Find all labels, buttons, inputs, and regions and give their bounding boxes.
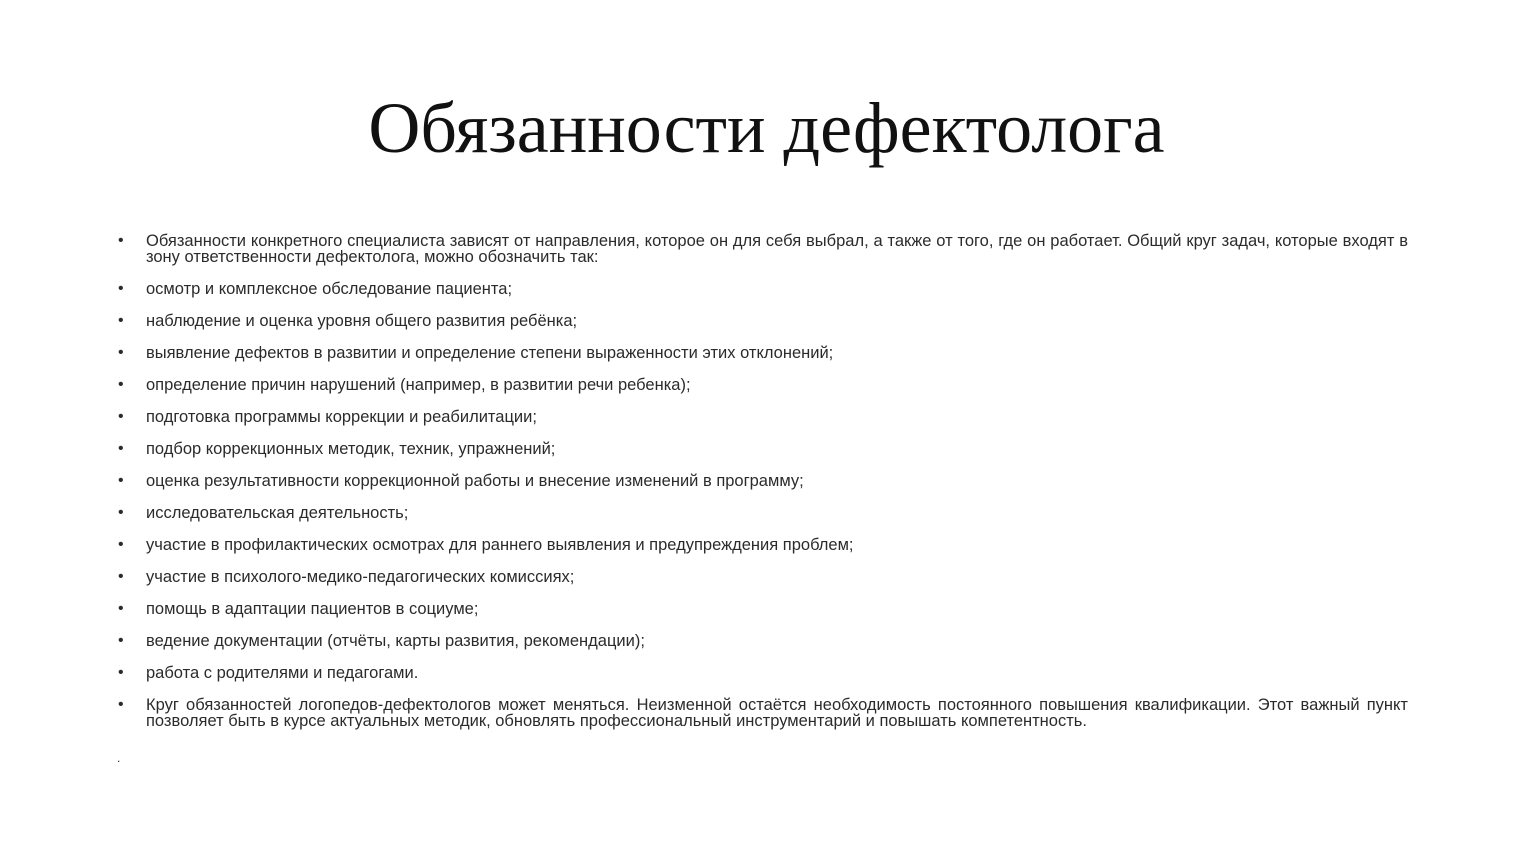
list-item-text: Круг обязанностей логопедов-дефектологов может меняться. Неизменной остаётся необходимость постоянного повышения квалификации. Этот важный пункт позволяет быть в курсе актуальных методик, обновлять профессиональный инструментарий и повышать компетентность. — [146, 696, 1408, 730]
list-item — [118, 601, 1408, 617]
list-item — [118, 233, 1408, 265]
list-item — [118, 313, 1408, 329]
bullet-icon: • — [118, 344, 124, 361]
list-item — [118, 441, 1408, 457]
list-item — [118, 409, 1408, 425]
list-item — [118, 345, 1408, 361]
bullet-icon: • — [118, 408, 124, 425]
bullet-icon: • — [118, 376, 124, 393]
list-item — [118, 281, 1408, 297]
bullet-icon: • — [118, 504, 124, 521]
list-item — [118, 505, 1408, 521]
list-item-text: участие в психолого-медико-педагогических комиссиях; — [146, 568, 575, 586]
list-item-text: подготовка программы коррекции и реабилитации; — [146, 408, 537, 426]
list-item — [118, 665, 1408, 681]
bullet-icon: • — [118, 568, 124, 585]
list-item-text: наблюдение и оценка уровня общего развития ребёнка; — [146, 312, 578, 330]
bullet-icon: • — [118, 440, 124, 457]
bullet-icon: • — [118, 664, 124, 681]
list-item-text: ведение документации (отчёты, карты развития, рекомендации); — [146, 632, 645, 650]
list-item-text: подбор коррекционных методик, техник, упражнений; — [146, 440, 556, 458]
list-item-text: Обязанности конкретного специалиста зависят от направления, которое он для себя выбрал, а также от того, где он работает. Общий круг задач, которые входят в зону ответственности дефектолога, можно обозначить так: — [146, 232, 1408, 266]
list-item-text: исследовательская деятельность; — [146, 504, 409, 522]
bullet-icon: • — [118, 472, 124, 489]
list-item-text: определение причин нарушений (например, в развитии речи ребенка); — [146, 376, 691, 394]
bullet-icon: • — [118, 696, 124, 713]
list-item — [118, 633, 1408, 649]
bullet-icon: • — [118, 232, 124, 249]
bullet-list — [118, 233, 1408, 745]
bullet-icon: • — [118, 536, 124, 553]
list-item-text: работа с родителями и педагогами. — [146, 664, 419, 682]
list-item-text: участие в профилактических осмотрах для раннего выявления и предупреждения проблем; — [146, 536, 854, 554]
list-item-text: выявление дефектов в развитии и определение степени выраженности этих отклонений; — [146, 344, 834, 362]
bullet-icon: • — [118, 312, 124, 329]
list-item — [118, 377, 1408, 393]
list-item — [118, 697, 1408, 729]
list-item — [118, 569, 1408, 585]
bullet-icon: • — [118, 600, 124, 617]
list-item-text: помощь в адаптации пациентов в социуме; — [146, 600, 479, 618]
list-item — [118, 473, 1408, 489]
list-item-text: осмотр и комплексное обследование пациента; — [146, 280, 513, 298]
list-item-text: оценка результативности коррекционной работы и внесение изменений в программу; — [146, 472, 804, 490]
list-item — [118, 537, 1408, 553]
bullet-icon: • — [118, 280, 124, 297]
bullet-icon: • — [118, 632, 124, 649]
slide-title: Обязанности дефектолога — [368, 88, 1165, 168]
trailing-mark: . — [117, 751, 121, 765]
